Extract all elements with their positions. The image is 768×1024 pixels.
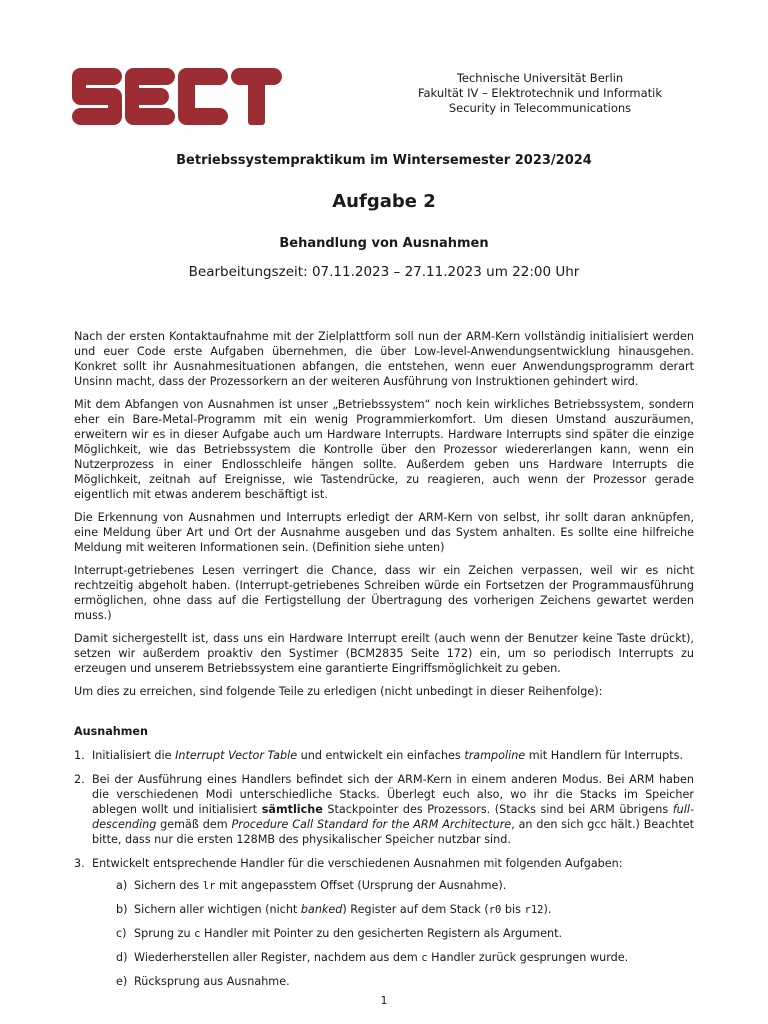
department-name: Security in Telecommunications (448, 101, 632, 115)
item-code: r0 (488, 904, 502, 916)
item-emphasis: Procedure Call Standard for the ARM Architecture (231, 818, 512, 831)
sub-list-item (116, 950, 694, 966)
sub-list-label: a) (116, 879, 128, 892)
item-text: Sichern aller wichtigen (nicht (134, 903, 301, 916)
item-text: , an den sich gcc hält.) Beachtet bitte, dass nur die ersten 128MB des physikalischer Speicher nutzbar sind. (92, 818, 694, 846)
item-emphasis: full-descending (92, 803, 694, 831)
sub-list-item (116, 926, 694, 942)
item-emphasis: Interrupt Vector Table (175, 749, 298, 762)
institution-header (380, 71, 700, 116)
list-number: 1. (74, 749, 85, 762)
sub-list-label: d) (116, 951, 128, 964)
item-text: Initialisiert die (92, 749, 176, 762)
list-number: 2. (74, 773, 85, 786)
sub-list-item (116, 878, 694, 894)
sub-list-label: b) (116, 903, 128, 916)
item-text: bis (501, 903, 525, 916)
item-text: Handler zurück gesprungen wurde. (427, 951, 629, 964)
sub-list-label: e) (116, 975, 128, 988)
item-text: Wiederherstellen aller Register, nachdem aus dem (134, 951, 422, 964)
item-text: Rücksprung aus Ausnahme. (134, 975, 290, 988)
item-text: mit angepasstem Offset (Ursprung der Ausnahme). (215, 879, 507, 892)
assignment-title: Aufgabe 2 (332, 191, 436, 212)
item-text: mit Handlern für Interrupts. (525, 749, 684, 762)
item-text: Bei der Ausführung eines Handlers befindet sich der ARM-Kern in einem anderen Modus. Bei ARM haben die verschiedenen Modi unterschiedliche Stacks. Überlegt euch also, wo ihr die Stacks im Speicher ablegen wollt und initialisiert (92, 773, 694, 816)
item-text: Sichern des (134, 879, 203, 892)
item-text: ). (543, 903, 552, 916)
item-text: und entwickelt ein einfaches (297, 749, 465, 762)
page-number: 1 (380, 994, 388, 1007)
item-text: Sprung zu (134, 927, 195, 940)
item-emphasis: trampoline (464, 749, 526, 762)
section-heading: Ausnahmen (74, 725, 148, 738)
item-code: c (194, 928, 201, 940)
list-item (74, 772, 694, 847)
item-emphasis: banked (300, 903, 343, 916)
item-code: r12 (524, 904, 544, 916)
document-body (74, 329, 694, 998)
item-text: Entwickelt entsprechende Handler für die verschiedenen Ausnahmen mit folgenden Aufgaben: (92, 857, 623, 870)
list-number: 3. (74, 857, 85, 870)
item-text: gemäß dem (156, 818, 232, 831)
university-name: Technische Universität Berlin (456, 71, 624, 85)
paragraph: Damit sichergestellt ist, dass uns ein Hardware Interrupt ereilt (auch wenn der Benutzer keine Taste drückt), setzen wir außerdem proaktiv den Systimer (BCM2835 Seite 172) ein, um so periodisch Interrupts zu erzeugen und unserem Betriebssystem eine garantierte Eingriffsmöglichkeit zu geben. (74, 632, 694, 675)
item-code: c (421, 952, 428, 964)
item-text: ) Register auf dem Stack ( (342, 903, 489, 916)
course-title: Betriebssystempraktikum im Wintersemester 2023/2024 (176, 153, 592, 168)
paragraph: Interrupt-getriebenes Lesen verringert die Chance, dass wir ein Zeichen verpassen, weil wir es nicht rechtzeitig abgeholt haben. (Interrupt-getriebenes Schreiben würde ein Fortsetzen der Programmausführung ermöglichen, ohne dass auf die Fertigstellung der Übertragung des vorherigen Zeichens gewartet werden muss.) (74, 564, 694, 622)
item-code: lr (202, 880, 216, 892)
paragraph: Nach der ersten Kontaktaufnahme mit der Zielplattform soll nun der ARM-Kern vollständig initialisiert werden und euer Code erste Aufgaben übernehmen, die über Low-level-Anwendungsentwicklung hinausgehen. Konkret sollt ihr Ausnahmesituationen abfangen, die entstehen, wenn euer Anwendungsprogramm derart Unsinn macht, dass der Prozessorkern an der weiteren Ausführung von Instruktionen gehindert wird. (74, 330, 694, 388)
list-item (74, 856, 694, 989)
sub-list-label: c) (116, 927, 127, 940)
deadline: Bearbeitungszeit: 07.11.2023 – 27.11.2023 um 22:00 Uhr (188, 264, 580, 280)
sub-list-item (116, 902, 694, 918)
item-strong: sämtliche (261, 803, 323, 816)
sect-logo (72, 68, 282, 126)
list-item (74, 748, 694, 763)
sub-list (116, 878, 694, 989)
faculty-name: Fakultät IV – Elektrotechnik und Informatik (417, 86, 663, 100)
task-list (74, 748, 694, 989)
assignment-subtitle: Behandlung von Ausnahmen (279, 236, 489, 251)
item-text: Handler mit Pointer zu den gesicherten Registern als Argument. (200, 927, 563, 940)
paragraph: Mit dem Abfangen von Ausnahmen ist unser „Betriebssystem“ noch kein wirkliches Betriebssystem, sondern eher ein Bare-Metal-Programm mit ein wenig Programmierkomfort. Um diesen Umstand auszuräumen, erweitern wir es in dieser Aufgabe auch um Hardware Interrupts. Hardware Interrupts sind später die einzige Möglichkeit, wie das Betriebssystem die Kontrolle über den Prozessor wiedererlangen kann, wenn ein Nutzerprozess in einer Endlosschleife hängen sollte. Außerdem geben uns Hardware Interrupts die Möglichkeit, zeitnah auf Ereignisse, wie Tastendrücke, zu reagieren, auch wenn der Prozessor gerade eigentlich mit etwas anderem beschäftigt ist. (74, 398, 694, 501)
paragraph: Um dies zu erreichen, sind folgende Teile zu erledigen (nicht unbedingt in dieser Reihenfolge): (74, 685, 603, 698)
sub-list-item (116, 974, 694, 989)
item-text: Stackpointer des Prozessors. (Stacks sind bei ARM übrigens (322, 803, 673, 816)
paragraph: Die Erkennung von Ausnahmen und Interrupts erledigt der ARM-Kern von selbst, ihr sollt daran anknüpfen, eine Meldung über Art und Ort der Ausnahme ausgeben und das System anhalten. Es sollte eine hilfreiche Meldung mit weiteren Informationen sein. (Definition siehe unten) (74, 511, 694, 554)
